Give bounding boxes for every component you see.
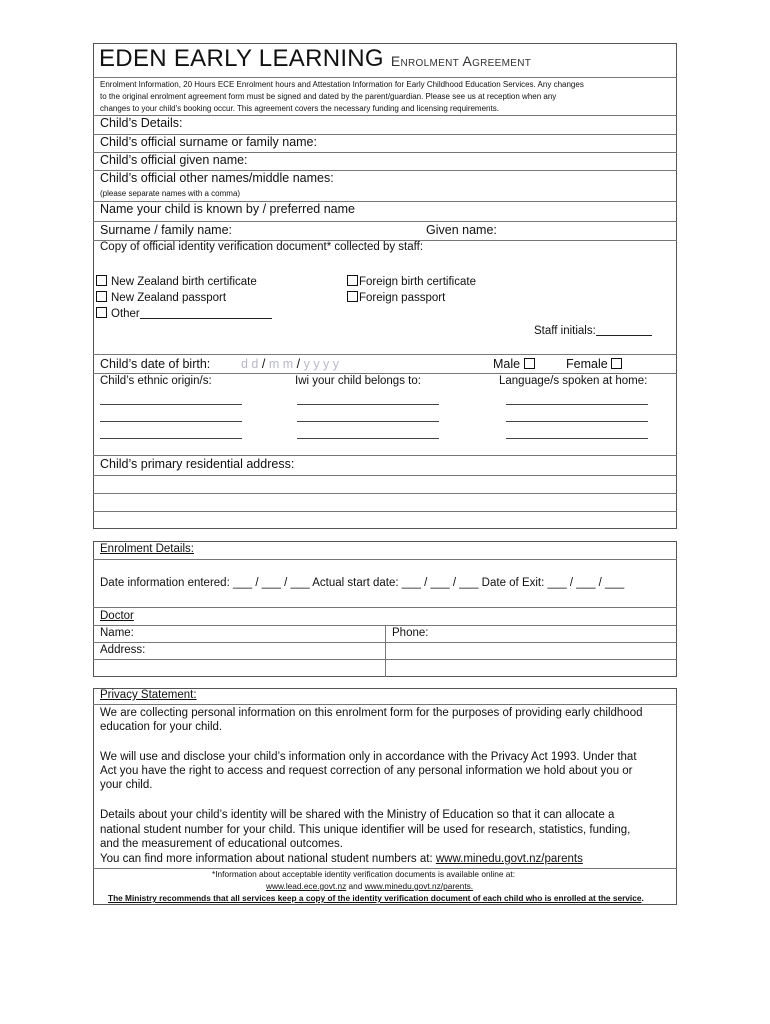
- minedu-link[interactable]: www.minedu.govt.nz/parents: [435, 853, 583, 865]
- doctor-heading: Doctor: [100, 610, 134, 622]
- language-input-line[interactable]: [506, 438, 648, 439]
- footnote-line-1: *Information about acceptable identity verification documents is available online at:: [212, 869, 516, 879]
- lead-ece-link[interactable]: www.lead.ece.govt.nz: [266, 881, 347, 891]
- gender-female[interactable]: Female: [566, 357, 626, 371]
- form-subtitle: Enrolment Agreement: [390, 53, 532, 69]
- privacy-p2-line: your child.: [100, 779, 153, 791]
- option-foreign-birth-certificate[interactable]: Foreign birth certificate: [347, 275, 476, 288]
- minedu-parents-link[interactable]: www.minedu.govt.nz/parents.: [364, 881, 474, 891]
- doctor-name-label: Name:: [100, 627, 134, 639]
- enrolment-heading: Enrolment Details:: [100, 543, 194, 555]
- privacy-p2-line: We will use and disclose your child’s information only in accordance with the Privacy Act 1993. Under that: [100, 751, 637, 763]
- dob-day: d d: [241, 357, 259, 371]
- privacy-p1-line: education for your child.: [100, 721, 223, 733]
- option-nz-birth-certificate[interactable]: New Zealand birth certificate: [96, 275, 257, 288]
- privacy-heading: Privacy Statement:: [100, 689, 197, 701]
- ethnic-input-line[interactable]: [100, 438, 242, 439]
- privacy-p3-line: national student number for your child. This unique identifier will be used for research, statistics, funding,: [100, 824, 631, 836]
- doctor-address-label: Address:: [100, 644, 146, 656]
- iwi-input-line[interactable]: [297, 404, 439, 405]
- other-input-line[interactable]: [140, 307, 272, 319]
- preferred-name-label: Name your child is known by / preferred name: [100, 202, 355, 216]
- checkbox-icon[interactable]: [524, 358, 535, 369]
- other-names-note: (please separate names with a comma): [100, 189, 241, 198]
- staff-initials: Staff initials:: [534, 324, 652, 337]
- dob-month: m m: [268, 357, 294, 371]
- privacy-p3-line: Details about your child’s identity will be shared with the Ministry of Education so that it can allocate a: [100, 809, 615, 821]
- intro-line-1: Enrolment Information, 20 Hours ECE Enrolment hours and Attestation Information for Early Childhood Education Services. Any changes: [100, 80, 584, 89]
- address-label: Child’s primary residential address:: [100, 457, 295, 471]
- date-of-birth-input[interactable]: d d / m m / y y y y: [241, 357, 340, 371]
- checkbox-icon[interactable]: [96, 275, 107, 286]
- checkbox-icon[interactable]: [611, 358, 622, 369]
- child-details-heading: Child’s Details:: [100, 116, 183, 130]
- other-names-label: Child’s official other names/middle names:: [100, 171, 334, 185]
- preferred-given-label: Given name:: [426, 223, 497, 237]
- doctor-phone-label: Phone:: [392, 627, 429, 639]
- id-document-label: Copy of official identity verification document* collected by staff:: [100, 241, 424, 253]
- privacy-p3-line: and the measurement of educational outcomes.: [100, 838, 343, 850]
- ethnic-input-line[interactable]: [100, 421, 242, 422]
- dob-year: y y y y: [303, 357, 340, 371]
- privacy-p1-line: We are collecting personal information on this enrolment form for the purposes of providing early childhood: [100, 707, 643, 719]
- privacy-p4: You can find more information about national student numbers at: www.minedu.govt.nz/parents: [100, 853, 583, 865]
- privacy-p2-line: Act you have the right to access and request correction of any personal information we hold about you or: [100, 765, 633, 777]
- intro-line-2: to the original enrolment agreement form must be signed and dated by the parent/guardian. Please see us at reception when any: [100, 92, 557, 101]
- staff-initials-label: Staff initials: [534, 325, 593, 337]
- iwi-input-line[interactable]: [297, 438, 439, 439]
- option-other[interactable]: Other: [96, 307, 272, 320]
- language-input-line[interactable]: [506, 404, 648, 405]
- gender-male[interactable]: Male: [493, 357, 539, 371]
- date-of-birth-label: Child’s date of birth:: [100, 357, 211, 371]
- enrolment-dates[interactable]: Date information entered: ___ / ___ / ___ Actual start date: ___ / ___ / ___ Date of Exit: ___ / ___ / ___: [100, 577, 625, 589]
- ethnic-input-line[interactable]: [100, 404, 242, 405]
- form-title: [99, 45, 531, 73]
- given-name-label: Child’s official given name:: [100, 153, 248, 167]
- option-nz-passport[interactable]: New Zealand passport: [96, 291, 226, 304]
- footnote-line-3: The Ministry recommends that all services keep a copy of the identity verification document of each child who is enrolled at the service.: [108, 893, 644, 903]
- surname-label: Child’s official surname or family name:: [100, 135, 317, 149]
- intro-line-3: changes to your child's booking occur. This agreement covers the necessary funding and licensing requirements.: [100, 104, 499, 113]
- checkbox-icon[interactable]: [96, 307, 107, 318]
- checkbox-icon[interactable]: [347, 275, 358, 286]
- preferred-surname-label: Surname / family name:: [100, 223, 232, 237]
- ethnic-origin-label: Child’s ethnic origin/s:: [100, 375, 212, 387]
- checkbox-icon[interactable]: [96, 291, 107, 302]
- language-input-line[interactable]: [506, 421, 648, 422]
- iwi-label: Iwi your child belongs to:: [295, 375, 421, 387]
- language-label: Language/s spoken at home:: [499, 375, 648, 387]
- staff-initials-input[interactable]: [596, 324, 652, 336]
- checkbox-icon[interactable]: [347, 291, 358, 302]
- iwi-input-line[interactable]: [297, 421, 439, 422]
- option-foreign-passport[interactable]: Foreign passport: [347, 291, 445, 304]
- school-name: EDEN EARLY LEARNING: [99, 45, 384, 72]
- footnote-line-2: www.lead.ece.govt.nz and www.minedu.govt.nz/parents.: [266, 881, 474, 891]
